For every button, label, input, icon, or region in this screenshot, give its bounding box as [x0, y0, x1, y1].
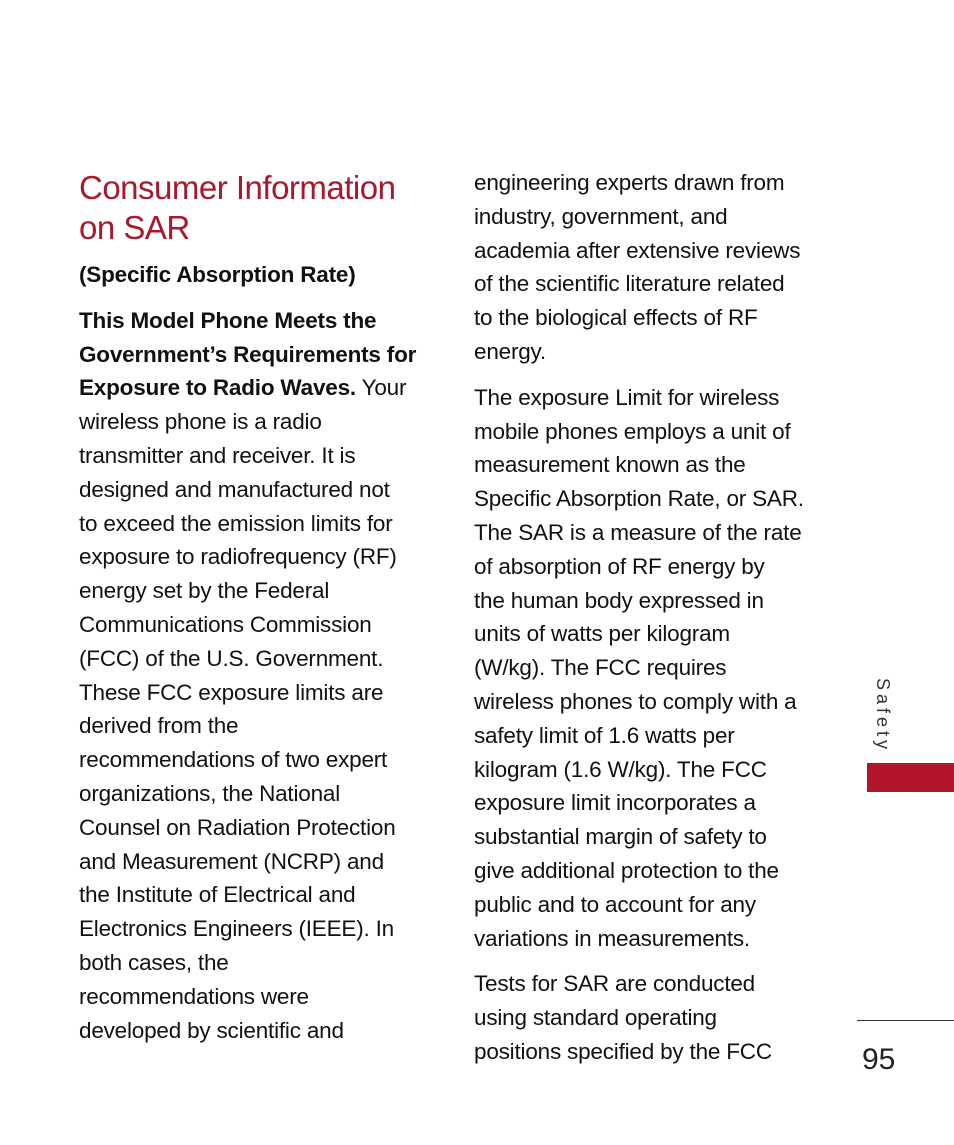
body-line: wireless phones to comply with a	[474, 688, 797, 714]
body-line: to exceed the emission limits for	[79, 510, 393, 536]
page-number: 95	[862, 1043, 896, 1076]
page-number-rule	[857, 1020, 954, 1021]
body-line: of absorption of RF energy by	[474, 553, 765, 579]
body-line: Electronics Engineers (IEEE). In	[79, 916, 394, 942]
section-title-line: on SAR	[79, 209, 190, 246]
body-line: public and to account for any	[474, 891, 756, 917]
body-line: recommendations of two expert	[79, 747, 388, 773]
body-line: using standard operating	[474, 1005, 717, 1031]
body-line: both cases, the	[79, 949, 229, 975]
body-line: kilogram (1.6 W/kg). The FCC	[474, 756, 767, 782]
lead-in-line-mixed	[79, 371, 439, 405]
body-line: Counsel on Radiation Protection	[79, 814, 396, 840]
body-line: the human body expressed in	[474, 587, 764, 613]
body-line: give additional protection to the	[474, 857, 779, 883]
right-paragraph-2	[474, 381, 834, 956]
body-line: variations in measurements.	[474, 925, 750, 951]
body-line: academia after extensive reviews	[474, 237, 801, 263]
body-line: Tests for SAR are conducted	[474, 971, 755, 997]
section-title-line: Consumer Information	[79, 169, 396, 206]
body-line: (FCC) of the U.S. Government.	[79, 645, 384, 671]
body-line: The SAR is a measure of the rate	[474, 519, 802, 545]
lead-in-line: This Model Phone Meets the	[79, 307, 377, 333]
body-line: Specific Absorption Rate, or SAR.	[474, 486, 804, 512]
body-line: exposure limit incorporates a	[474, 790, 756, 816]
body-line: recommendations were	[79, 983, 309, 1009]
body-line: exposure to radiofrequency (RF)	[79, 544, 397, 570]
left-column	[79, 168, 439, 1047]
right-paragraph-3	[474, 967, 834, 1068]
right-paragraph-1	[474, 166, 834, 369]
body-line: industry, government, and	[474, 203, 728, 229]
left-paragraph	[79, 304, 439, 1048]
body-line: substantial margin of safety to	[474, 824, 767, 850]
body-line: These FCC exposure limits are	[79, 679, 384, 705]
body-line: (W/kg). The FCC requires	[474, 655, 727, 681]
right-column	[474, 166, 834, 1069]
section-subtitle: (Specific Absorption Rate)	[79, 262, 356, 287]
body-line: units of watts per kilogram	[474, 621, 730, 647]
body-line: organizations, the National	[79, 780, 341, 806]
body-line: transmitter and receiver. It is	[79, 442, 356, 468]
body-line: Communications Commission	[79, 611, 372, 637]
body-line: and Measurement (NCRP) and	[79, 848, 384, 874]
body-line: energy set by the Federal	[79, 578, 330, 604]
body-line: wireless phone is a radio	[79, 409, 322, 435]
body-line: designed and manufactured not	[79, 476, 390, 502]
body-line: developed by scientific and	[79, 1017, 344, 1043]
lead-in-bold-tail: Exposure to Radio Waves.	[79, 375, 356, 401]
lead-in-line: Government’s Requirements for	[79, 341, 417, 367]
body-line: measurement known as the	[474, 452, 746, 478]
body-line: the Institute of Electrical and	[79, 882, 356, 908]
body-line: The exposure Limit for wireless	[474, 384, 780, 410]
body-line: to the biological effects of RF	[474, 305, 758, 331]
section-tab-bar	[867, 763, 954, 792]
body-line: positions specified by the FCC	[474, 1038, 772, 1064]
body-line: mobile phones employs a unit of	[474, 418, 791, 444]
body-line: safety limit of 1.6 watts per	[474, 722, 735, 748]
body-line: energy.	[474, 338, 546, 364]
body-line: of the scientific literature related	[474, 271, 785, 297]
body-line: derived from the	[79, 713, 239, 739]
body-line: engineering experts drawn from	[474, 170, 785, 195]
lead-in-normal-tail: Your	[355, 375, 407, 401]
section-tab-label: Safety	[873, 678, 893, 754]
section-title	[79, 168, 439, 248]
